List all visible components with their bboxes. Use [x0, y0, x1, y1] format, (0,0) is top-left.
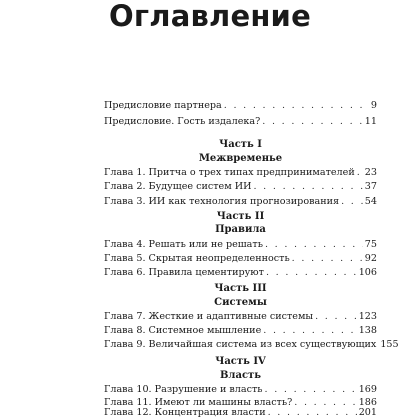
toc-entry-chapter-10: [104, 383, 377, 397]
toc-entry-label: Глава 11. Имеют ли машины власть?: [104, 397, 293, 408]
toc-entry-label: Глава 10. Разрушение и власть: [104, 384, 263, 395]
toc-entry-label: Глава 1. Притча о трех типах предпринимателей: [104, 167, 355, 178]
toc-entry-chapter-9: [104, 338, 399, 352]
toc-entry-page: 54: [364, 196, 377, 207]
toc-entry-chapter-4: [104, 238, 377, 252]
toc-entry-page: 11: [364, 116, 377, 127]
toc-entry-page: 106: [358, 267, 377, 278]
leader-dots: [265, 383, 357, 397]
toc-entry-page: 75: [364, 239, 377, 250]
leader-dots: [315, 310, 357, 324]
toc-entry-page: 155: [380, 339, 399, 350]
toc-entry-page: 37: [364, 181, 377, 192]
leader-dots: [263, 324, 356, 338]
leader-dots: [253, 180, 362, 194]
toc-entry-label: Глава 3. ИИ как технология прогнозирования: [104, 196, 340, 207]
toc-entry-foreword-partner: [104, 99, 377, 113]
toc-entry-page: 169: [358, 384, 377, 395]
toc-entry-page: 186: [358, 397, 377, 408]
leader-dots: [341, 195, 363, 209]
part-title: Власть: [219, 370, 262, 381]
page-title: Оглавление: [109, 0, 311, 33]
toc-entry-page: 138: [358, 325, 377, 336]
part-number: Часть III: [214, 283, 267, 294]
part-number: Часть IV: [215, 356, 266, 367]
toc-entry-chapter-3: [104, 195, 377, 209]
toc-entry-page: 123: [358, 311, 377, 322]
part-number: Часть I: [219, 139, 262, 150]
toc-entry-chapter-7: [104, 310, 377, 324]
toc-entry-chapter-2: [104, 180, 377, 194]
toc-entry-label: Глава 6. Правила цементируют: [104, 267, 264, 278]
part-title: Системы: [214, 297, 267, 308]
part-number: Часть II: [216, 211, 265, 222]
toc-entry-foreword-guest: [104, 115, 377, 129]
toc-entry-label: Предисловие партнера: [104, 100, 222, 111]
toc-entry-page: 9: [370, 100, 377, 111]
toc-entry-label: Глава 12. Концентрация власти: [104, 407, 266, 418]
toc-entry-label: Глава 7. Жесткие и адаптивные системы: [104, 311, 314, 322]
toc-entry-label: Глава 5. Скрытая неопределенность: [104, 253, 290, 264]
toc-entry-label: Глава 2. Будущее систем ИИ: [104, 181, 252, 192]
toc-entry-label: Предисловие. Гость издалека?: [104, 116, 261, 127]
toc-entry-chapter-12: [104, 406, 377, 420]
leader-dots: [262, 115, 363, 129]
toc-entry-page: 92: [364, 253, 377, 264]
toc-entry-chapter-5: [104, 252, 377, 266]
toc-entry-page: 201: [358, 407, 377, 418]
leader-dots: [292, 252, 363, 266]
leader-dots: [268, 406, 357, 420]
leader-dots: [224, 99, 369, 113]
toc-entry-chapter-8: [104, 324, 377, 338]
leader-dots: [265, 238, 363, 252]
toc-entry-chapter-6: [104, 266, 377, 280]
leader-dots: [357, 166, 363, 180]
leader-dots: [266, 266, 357, 280]
toc-entry-label: Глава 8. Системное мышление: [104, 325, 262, 336]
toc-entry-page: 23: [364, 167, 377, 178]
toc-entry-label: Глава 4. Решать или не решать: [104, 239, 263, 250]
toc-entry-chapter-1: [104, 166, 377, 180]
part-title: Межвременье: [198, 153, 283, 164]
part-title: Правила: [215, 224, 266, 235]
toc-entry-label: Глава 9. Величайшая система из всех существующих: [104, 339, 377, 350]
